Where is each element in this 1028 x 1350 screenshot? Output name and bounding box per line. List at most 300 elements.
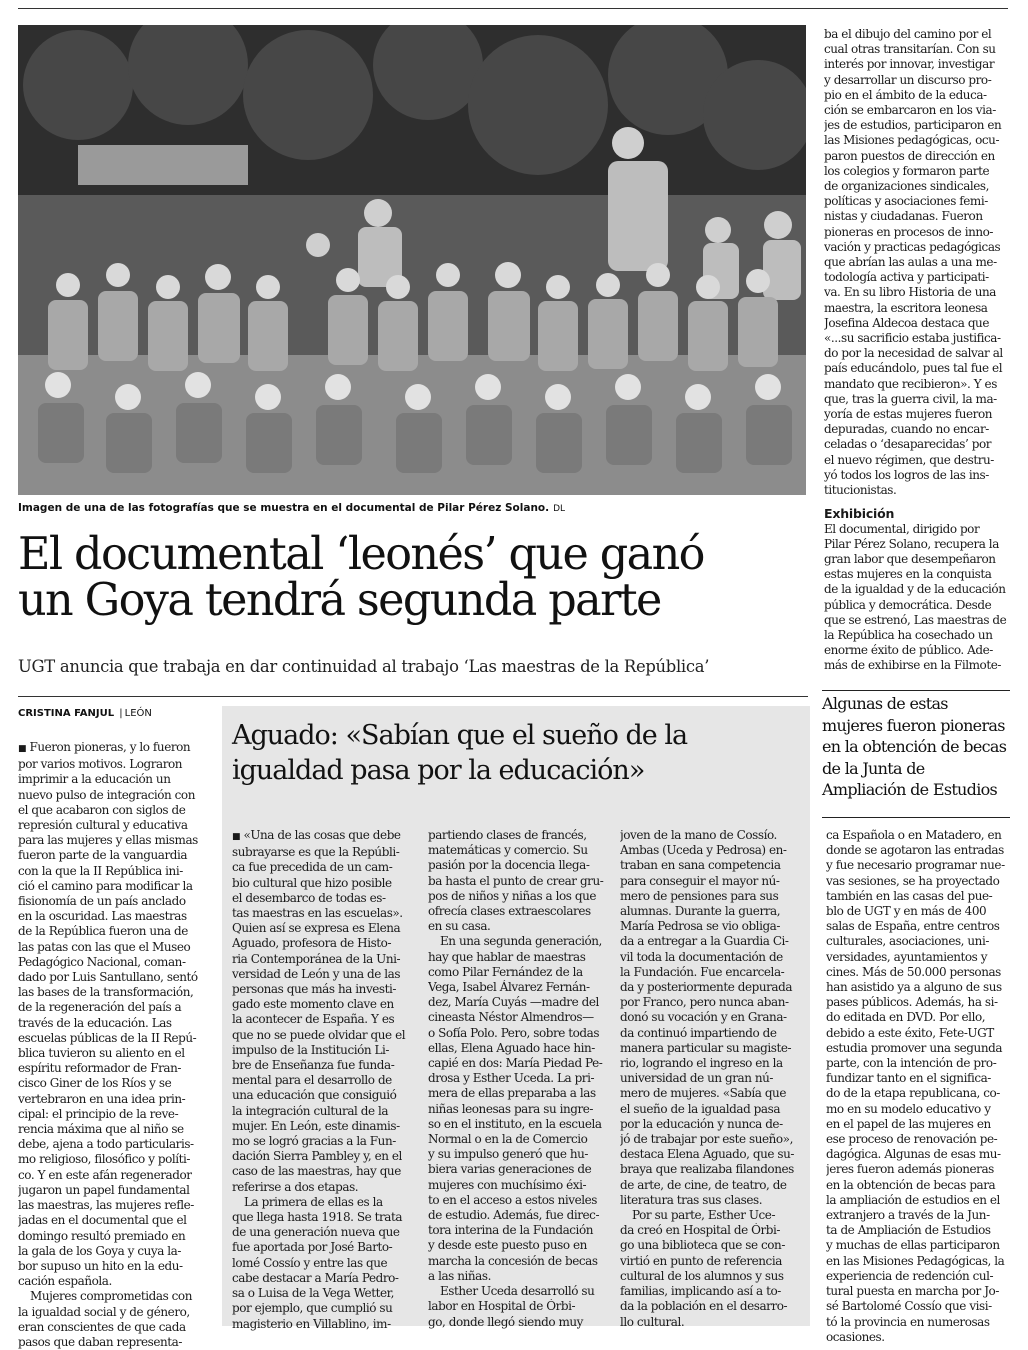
- top-rule: [18, 8, 1008, 9]
- text-line-content: da la población en el desarro-: [620, 1299, 788, 1314]
- text-line: [232, 828, 418, 845]
- text-line-content: destaca Elena Aguado, que su-: [620, 1147, 794, 1162]
- text-line: [428, 1284, 612, 1299]
- text-line: [18, 1107, 214, 1122]
- text-line: [620, 1056, 806, 1071]
- text-line: [620, 1254, 806, 1269]
- text-line: [826, 1041, 1012, 1056]
- section-rule: [18, 696, 808, 697]
- text-line-content: da a entregar a la Guardia Ci-: [620, 934, 789, 949]
- text-line: [620, 1086, 806, 1101]
- text-line: [620, 1299, 806, 1314]
- text-line: [824, 209, 1012, 224]
- text-line-content: como Pilar Fernández de la: [428, 964, 583, 979]
- text-line: [620, 904, 806, 919]
- text-line: [824, 255, 1012, 270]
- text-line: [620, 1162, 806, 1177]
- text-line-content: de la República fueron una de: [18, 924, 188, 939]
- text-line: [824, 522, 1012, 537]
- text-line: [826, 889, 1012, 904]
- text-line: [18, 1046, 214, 1061]
- main-column-2: [824, 27, 1012, 674]
- text-line: [620, 1102, 806, 1117]
- text-line: [232, 1210, 418, 1225]
- text-line: [18, 924, 214, 939]
- text-line-content: de la regeneración del país a: [18, 1000, 182, 1015]
- text-line-content: ca fue precedida de un cam-: [232, 860, 393, 875]
- text-line-content: de arte, de cine, de teatro, de: [620, 1177, 787, 1192]
- text-line-content: titucionistas.: [824, 483, 897, 498]
- byline-author: CRISTINA FANJUL: [18, 708, 115, 719]
- text-line: [826, 1178, 1012, 1193]
- sidebar-column-1-text: [232, 828, 418, 1332]
- text-line: [826, 1269, 1012, 1284]
- text-line: [620, 1117, 806, 1132]
- text-line-content: do de la etapa republicana, co-: [826, 1086, 1000, 1101]
- text-line: [620, 1315, 806, 1330]
- text-line: [232, 1058, 418, 1073]
- text-line-content: referirse a dos etapas.: [232, 1179, 359, 1194]
- headline-line-2: un Goya tendrá segunda parte: [18, 575, 661, 626]
- text-line: [232, 845, 418, 860]
- text-line-content: cineasta Néstor Almendros—: [428, 1010, 594, 1025]
- text-line: [428, 1315, 612, 1330]
- text-line: [824, 179, 1012, 194]
- text-line-content: en la obtención de becas para: [826, 1177, 996, 1192]
- subheadline: UGT anuncia que trabaja en dar continuidad al trabajo ‘Las maestras de la República’: [18, 657, 710, 676]
- text-line-content: la Fundación. Fue encarcela-: [620, 964, 785, 979]
- text-line-content: pos de niños y niñas a los que: [428, 888, 597, 903]
- text-line: [18, 1016, 214, 1031]
- text-line: [18, 788, 214, 803]
- text-line: [824, 149, 1012, 164]
- text-line: [824, 301, 1012, 316]
- text-line-content: mero de pensiones para sus: [620, 888, 779, 903]
- text-line-content: do editada en DVD. Por ello,: [826, 1010, 986, 1025]
- text-line: [824, 392, 1012, 407]
- text-line-content: dación Sierra Pambley y, en el: [232, 1149, 402, 1164]
- text-line: [232, 1286, 418, 1301]
- text-line: [826, 1254, 1012, 1269]
- text-line-content: virtió en punto de referencia: [620, 1253, 782, 1268]
- text-line-content: Por su parte, Esther Uce-: [632, 1208, 776, 1223]
- main-column-2-text: [824, 27, 1012, 498]
- text-line-content: vación y practicas pedagógicas: [824, 239, 1001, 254]
- text-line: [18, 985, 214, 1000]
- text-line: [428, 980, 612, 995]
- text-line-content: represión cultural y educativa: [18, 818, 188, 833]
- text-line-content: versidad de León y una de las: [232, 966, 401, 981]
- text-line-content: políticas y asociaciones femi-: [824, 194, 988, 209]
- text-line-content: experiencia de redención cul-: [826, 1268, 994, 1283]
- text-line: [18, 833, 214, 848]
- text-line: [232, 860, 418, 875]
- text-line-content: dado por Luis Santullano, sentó: [18, 970, 198, 985]
- text-line-content: debe, ajena a todo particularis-: [18, 1137, 194, 1152]
- text-line: [18, 864, 214, 879]
- text-line: [232, 1180, 418, 1195]
- text-line: [824, 285, 1012, 300]
- text-line: [232, 1043, 418, 1058]
- text-line-content: donde se agotaron las entradas: [826, 843, 1004, 858]
- text-line: [18, 757, 214, 772]
- text-line-content: eran conscientes de que cada: [18, 1319, 186, 1334]
- text-line-content: partiendo clases de francés,: [428, 828, 587, 842]
- text-line: [620, 980, 806, 995]
- text-line: [428, 1299, 612, 1314]
- text-line-content: depuradas, cuando no encar-: [824, 422, 989, 437]
- text-line: [826, 1071, 1012, 1086]
- text-line: [428, 858, 612, 873]
- sidebar-column-2-text: [428, 828, 612, 1330]
- sidebar-column-1: [232, 828, 418, 1332]
- text-line-content: para conseguir el mayor nú-: [620, 873, 780, 888]
- text-line-content: subrayarse es que la Repúbli-: [232, 845, 400, 860]
- text-line: [824, 453, 1012, 468]
- text-line-content: interés por innovar, investigar: [824, 57, 995, 72]
- text-line-content: los colegios y formaron parte: [824, 163, 990, 178]
- text-line: [824, 483, 1012, 498]
- text-line-content: han asistido ya a alguno de sus: [826, 980, 1002, 995]
- text-line-content: yó todos los logros de las ins-: [824, 467, 989, 482]
- text-line-content: En una segunda generación,: [440, 934, 602, 949]
- text-line-content: yoría de estas mujeres fueron: [824, 407, 993, 422]
- text-line: [428, 1238, 612, 1253]
- text-line-content: sa o Luisa de la Vega Wetter,: [232, 1286, 394, 1301]
- text-line-content: tora interina de la Fundación: [428, 1223, 593, 1238]
- text-line-content: jeres fueron además pioneras: [826, 1162, 994, 1177]
- text-line: [824, 628, 1012, 643]
- text-line: [824, 73, 1012, 88]
- text-line-content: por la educación y nunca de-: [620, 1116, 783, 1131]
- text-line-content: matemáticas y comercio. Su: [428, 843, 588, 858]
- text-line: [824, 27, 1012, 42]
- text-line-content: ellas, Elena Aguado hace hin-: [428, 1040, 595, 1055]
- main-column-3-text: [826, 828, 1012, 1345]
- text-line-content: todología activa y participati-: [824, 270, 989, 285]
- text-line-content: mandato que recibieron». Y es: [824, 376, 997, 391]
- text-line: [824, 361, 1012, 376]
- text-line: [18, 1122, 214, 1137]
- text-line: [428, 1102, 612, 1117]
- text-line-content: alumnas. Durante la guerra,: [620, 904, 781, 919]
- text-line: [428, 1041, 612, 1056]
- pull-quote-line: de la Junta de: [822, 758, 925, 778]
- text-line: [232, 876, 418, 891]
- text-line: [620, 995, 806, 1010]
- text-line: [232, 952, 418, 967]
- pull-quote-line: en la obtención de becas: [822, 737, 1007, 756]
- text-line: [620, 950, 806, 965]
- text-line: [428, 950, 612, 965]
- text-line: [232, 891, 418, 906]
- text-line: [826, 1086, 1012, 1101]
- text-line-content: paron puestos de dirección en: [824, 148, 995, 163]
- text-line: [824, 537, 1012, 552]
- text-line: [826, 1315, 1012, 1330]
- text-line: [232, 921, 418, 936]
- text-line: [232, 1256, 418, 1271]
- text-line: [620, 889, 806, 904]
- text-line: [824, 88, 1012, 103]
- text-line: [826, 1208, 1012, 1223]
- text-line-content: cines. Más de 50.000 personas: [826, 964, 1001, 979]
- text-line-content: universidad de un gran nú-: [620, 1071, 774, 1086]
- text-line-content: hay que hablar de maestras: [428, 949, 586, 964]
- text-line: [826, 950, 1012, 965]
- text-line: [620, 1147, 806, 1162]
- text-line-content: familias, implicando así a to-: [620, 1284, 781, 1299]
- text-line-content: vertebraron en una idea prin-: [18, 1091, 186, 1106]
- text-line-content: drosa y Esther Uceda. La pri-: [428, 1071, 595, 1086]
- text-line: [826, 1132, 1012, 1147]
- text-line-content: la República ha cosechado un: [824, 627, 993, 642]
- text-line-content: rio, logrando el ingreso en la: [620, 1056, 783, 1071]
- text-line-content: joven de la mano de Cossío.: [620, 828, 777, 842]
- text-line: [428, 1117, 612, 1132]
- text-line-content: mo se logró gracias a la Fun-: [232, 1134, 396, 1149]
- text-line-content: cisco Giner de los Ríos y se: [18, 1076, 172, 1091]
- text-line: [824, 552, 1012, 567]
- text-line-content: fundizar tanto en el significa-: [826, 1071, 991, 1086]
- text-line-content: espíritu reformador de Fran-: [18, 1061, 181, 1076]
- text-line-content: da continuó impartiendo de: [620, 1025, 777, 1040]
- text-line: [18, 1092, 214, 1107]
- text-line-content: o Sofía Polo. Pero, sobre todas: [428, 1025, 600, 1040]
- text-line: [232, 1164, 418, 1179]
- text-line-content: las patas con las que el Museo: [18, 939, 191, 954]
- text-line-content: ción se embarcaron en los via-: [824, 103, 996, 118]
- text-line-content: mujeres con muchísimo éxi-: [428, 1177, 587, 1192]
- photo-credit: DL: [553, 504, 566, 514]
- bullet-mark: ■: [18, 744, 27, 754]
- text-line-content: la igualdad social y de género,: [18, 1304, 190, 1319]
- text-line: [18, 1168, 214, 1183]
- photo-caption: [18, 502, 806, 514]
- text-line-content: Normal o en la de Comercio: [428, 1132, 588, 1147]
- main-column-1-text: [18, 740, 214, 1350]
- text-line: [826, 1223, 1012, 1238]
- text-line-content: go una biblioteca que se con-: [620, 1238, 785, 1253]
- main-column-1: [18, 740, 214, 1350]
- text-line-content: pioneras en procesos de inno-: [824, 224, 994, 239]
- text-line-content: de una generación nueva que: [232, 1225, 400, 1240]
- text-line: [232, 1088, 418, 1103]
- text-line-content: mo religioso, filosófico y políti-: [18, 1152, 191, 1167]
- text-line-content: y desarrollar un discurso pro-: [824, 72, 992, 87]
- text-line-content: labor en Hospital de Órbi-: [428, 1299, 576, 1314]
- text-line: [428, 965, 612, 980]
- text-line: [428, 828, 612, 843]
- text-line: [18, 1305, 214, 1320]
- text-line-content: a las niñas.: [428, 1268, 491, 1283]
- text-line-content: para las mujeres y ellas mismas: [18, 833, 198, 848]
- text-line-content: en su casa.: [428, 919, 491, 934]
- text-line: [18, 1152, 214, 1167]
- text-line-content: jugaron un papel fundamental: [18, 1182, 190, 1197]
- text-line-content: culturales, asociaciones, uni-: [826, 934, 989, 949]
- text-line: [620, 919, 806, 934]
- text-line-content: nistas y ciudadanas. Fueron: [824, 209, 983, 224]
- text-line-content: versidades, ayuntamientos y: [826, 949, 988, 964]
- text-line-content: donó su vocación y en Grana-: [620, 1010, 787, 1025]
- text-line-content: el nuevo régimen, que destru-: [824, 452, 994, 467]
- text-line: [620, 1026, 806, 1041]
- text-line: [824, 422, 1012, 437]
- text-line-content: ofrecía clases extraescolares: [428, 904, 591, 919]
- text-line: [428, 1178, 612, 1193]
- text-line-content: gado este momento clave en: [232, 997, 394, 1012]
- text-line-content: Mujeres comprometidas con: [30, 1289, 192, 1304]
- text-line: [18, 955, 214, 970]
- text-line-content: más de exhibirse en la Filmote-: [824, 658, 1001, 673]
- text-line: [18, 848, 214, 863]
- text-line-content: caso de las maestras, hay que: [232, 1164, 401, 1179]
- text-line: [428, 934, 612, 949]
- text-line: [620, 1269, 806, 1284]
- text-line-content: mero de mujeres. «Sabía que: [620, 1086, 786, 1101]
- text-line-content: gran labor que desempeñaron: [824, 551, 996, 566]
- text-line-content: de estudio. Además, fue direc-: [428, 1208, 600, 1223]
- text-line-content: va. En su libro Historia de una: [824, 285, 997, 300]
- text-line-content: ria Contemporánea de la Uni-: [232, 951, 401, 966]
- text-line: [826, 1193, 1012, 1208]
- text-line: [824, 164, 1012, 179]
- text-line: [232, 1225, 418, 1240]
- text-line-content: y muchas de ellas participaron: [826, 1238, 1000, 1253]
- text-line: [620, 1071, 806, 1086]
- text-line: [620, 965, 806, 980]
- text-line-content: ese proceso de renovación pe-: [826, 1132, 998, 1147]
- text-line-content: Aguado, profesora de Histo-: [232, 936, 392, 951]
- text-line: [826, 934, 1012, 949]
- text-line: [824, 194, 1012, 209]
- text-line: [232, 1301, 418, 1316]
- text-line-content: extranjero a través de la Jun-: [826, 1208, 990, 1223]
- text-line-content: pases públicos. Además, ha si-: [826, 995, 998, 1010]
- text-line-content: mera de ellas preparaba a las: [428, 1086, 596, 1101]
- sidebar-title: [232, 718, 802, 788]
- text-line-content: rencia máxima que al niño se: [18, 1122, 184, 1137]
- text-line: [826, 1147, 1012, 1162]
- text-line: [826, 1056, 1012, 1071]
- pull-quote-line: mujeres fueron pioneras: [822, 715, 1005, 735]
- text-line: [232, 1073, 418, 1088]
- text-line: [428, 1071, 612, 1086]
- text-line-content: la integración cultural de la: [232, 1103, 389, 1118]
- text-line-content: el desembarco de todas es-: [232, 890, 386, 905]
- text-line: [428, 1193, 612, 1208]
- text-line: [620, 1041, 806, 1056]
- text-line-content: que no se puede olvidar que el: [232, 1027, 406, 1042]
- text-line: [428, 1269, 612, 1284]
- text-line: [18, 970, 214, 985]
- text-line-content: nuevo pulso de integración con: [18, 787, 195, 802]
- text-line: [826, 904, 1012, 919]
- main-column-2-section-text: [824, 522, 1012, 674]
- sidebar-title-line-2: igualdad pasa por la educación»: [232, 755, 645, 786]
- text-line-content: en el papel de las mujeres en: [826, 1116, 991, 1131]
- text-line: [428, 1162, 612, 1177]
- text-line: [18, 1031, 214, 1046]
- text-line: [824, 346, 1012, 361]
- text-line: [620, 1238, 806, 1253]
- text-line: [620, 1193, 806, 1208]
- text-line-content: pasión por la docencia llega-: [428, 858, 590, 873]
- text-line-content: ocasiones.: [826, 1329, 885, 1344]
- text-line-content: la acontecer de España. Y es: [232, 1012, 395, 1027]
- text-line: [826, 828, 1012, 843]
- text-line-content: tó la provincia en numerosas: [826, 1314, 990, 1329]
- text-line-content: da y posteriormente depurada: [620, 980, 793, 995]
- text-line: [18, 818, 214, 833]
- text-line-content: mujer. En León, este dinamis-: [232, 1118, 400, 1133]
- pull-quote-line: Ampliación de Estudios: [822, 780, 998, 799]
- text-line: [18, 740, 214, 757]
- text-line: [824, 133, 1012, 148]
- text-line-content: parte, con la intención de pro-: [826, 1056, 997, 1071]
- text-line: [824, 658, 1012, 673]
- text-line: [428, 1223, 612, 1238]
- text-line-content: bio cultural que hizo posible: [232, 875, 392, 890]
- text-line-content: las Misiones pedagógicas, ocu-: [824, 133, 1000, 148]
- text-line: [18, 1213, 214, 1228]
- text-line: [428, 995, 612, 1010]
- section-heading-exhibicion: Exhibición: [824, 506, 895, 522]
- text-line-content: La primera de ellas es la: [244, 1194, 383, 1209]
- text-line: [232, 1317, 418, 1332]
- text-line-content: dagógica. Algunas de esas mu-: [826, 1147, 1001, 1162]
- text-line-content: Pilar Pérez Solano, recupera la: [824, 536, 999, 551]
- text-line: [824, 331, 1012, 346]
- sidebar-title-line-1: Aguado: «Sabían que el sueño de la: [232, 720, 688, 751]
- text-line-content: vas sesiones, se ha proyectado: [826, 873, 1000, 888]
- text-line: [824, 316, 1012, 331]
- text-line-content: el sueño de la igualdad pasa: [620, 1101, 781, 1116]
- text-line-content: de la igualdad y de la educación: [824, 582, 1006, 597]
- sidebar-column-2: [428, 828, 612, 1330]
- text-line-content: domingo resultó premiado en: [18, 1228, 186, 1243]
- text-line-content: mental para el desarrollo de: [232, 1073, 392, 1088]
- caption-text: Imagen de una de las fotografías que se muestra en el documental de Pilar Pérez Solano.: [18, 502, 550, 514]
- text-line-content: fueron parte de la vanguardia: [18, 848, 188, 863]
- text-line: [620, 1223, 806, 1238]
- text-line-content: por ejemplo, que cumplió su: [232, 1301, 393, 1316]
- text-line: [824, 57, 1012, 72]
- text-line-content: estas mujeres en la conquista: [824, 567, 992, 582]
- text-line: [824, 468, 1012, 483]
- main-column-3: [826, 828, 1012, 1345]
- text-line: [232, 967, 418, 982]
- text-line: [620, 828, 806, 843]
- text-line-content: to en el acceso a estos niveles: [428, 1192, 597, 1207]
- text-line: [18, 1274, 214, 1289]
- text-line-content: que se estrenó, Las maestras de: [824, 612, 1007, 627]
- text-line-content: Fueron pioneras, y lo fueron: [29, 740, 191, 754]
- text-line-content: co. Y en este afán regenerador: [18, 1167, 192, 1182]
- text-line-content: «Una de las cosas que debe: [243, 828, 401, 842]
- text-line-content: cación española.: [18, 1274, 112, 1289]
- text-line: [824, 118, 1012, 133]
- text-line-content: marcha la concesión de becas: [428, 1253, 598, 1268]
- text-line-content: niñas leonesas para su ingre-: [428, 1101, 594, 1116]
- text-line-content: y fue necesario programar nue-: [826, 858, 1005, 873]
- text-line: [826, 980, 1012, 995]
- text-line: [826, 1010, 1012, 1025]
- text-line-content: y desde este puesto puso en: [428, 1238, 587, 1253]
- text-line-content: biera varias generaciones de: [428, 1162, 592, 1177]
- text-line-content: pública y democrática. Desde: [824, 597, 992, 612]
